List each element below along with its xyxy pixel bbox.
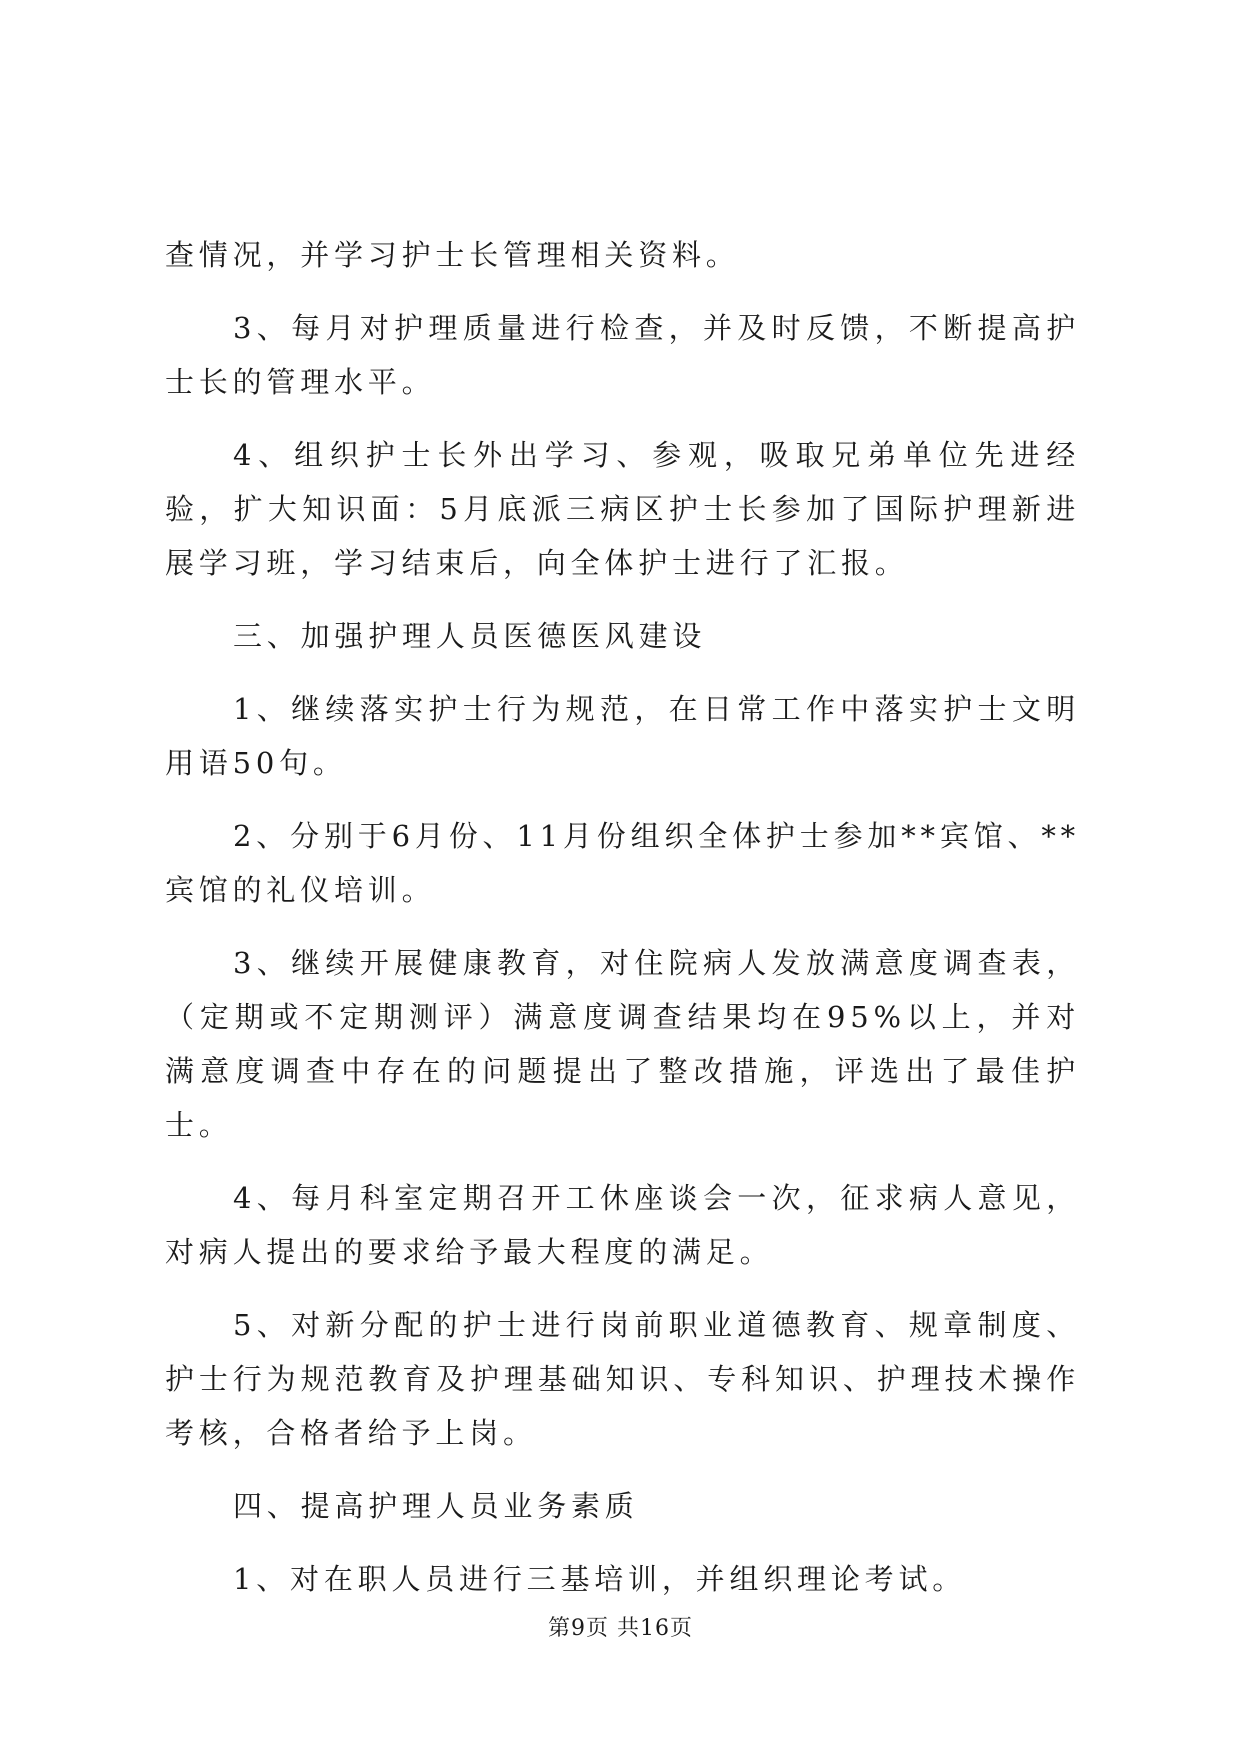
paragraph-item-2-etiquette: 2、分别于6月份、11月份组织全体护士参加**宾馆、**宾馆的礼仪培训。: [165, 819, 1080, 907]
paragraph-item-1-conduct: 1、继续落实护士行为规范，在日常工作中落实护士文明用语50句。: [165, 692, 1080, 780]
paragraph-item-3-health-education: 3、继续开展健康教育，对住院病人发放满意度调查表，（定期或不定期测评）满意度调查结果均在95%以上，并对满意度调查中存在的问题提出了整改措施，评选出了最佳护士。: [165, 946, 1080, 1142]
paragraph-item-3-quality-check: 3、每月对护理质量进行检查，并及时反馈，不断提高护士长的管理水平。: [165, 311, 1080, 399]
page-footer: [0, 1614, 1241, 1644]
paragraph-item-4-symposium: 4、每月科室定期召开工休座谈会一次，征求病人意见，对病人提出的要求给予最大程度的满足。: [165, 1181, 1080, 1269]
page-number-label: 第9页 共16页: [548, 1616, 693, 1641]
paragraph-item-1-training: 1、对在职人员进行三基培训，并组织理论考试。: [233, 1562, 967, 1596]
paragraph-item-4-study-visit: 4、组织护士长外出学习、参观，吸取兄弟单位先进经验，扩大知识面：5月底派三病区护士长参加了国际护理新进展学习班，学习结束后，向全体护士进行了汇报。: [165, 438, 1080, 580]
paragraph-continuation: 查情况，并学习护士长管理相关资料。: [165, 238, 740, 272]
section-heading-three: 三、加强护理人员医德医风建设: [233, 619, 707, 653]
paragraph-item-5-new-nurses: 5、对新分配的护士进行岗前职业道德教育、规章制度、护士行为规范教育及护理基础知识、专科知识、护理技术操作考核，合格者给予上岗。: [165, 1308, 1080, 1450]
section-heading-four: 四、提高护理人员业务素质: [233, 1489, 639, 1523]
body-text: [165, 228, 1080, 1625]
